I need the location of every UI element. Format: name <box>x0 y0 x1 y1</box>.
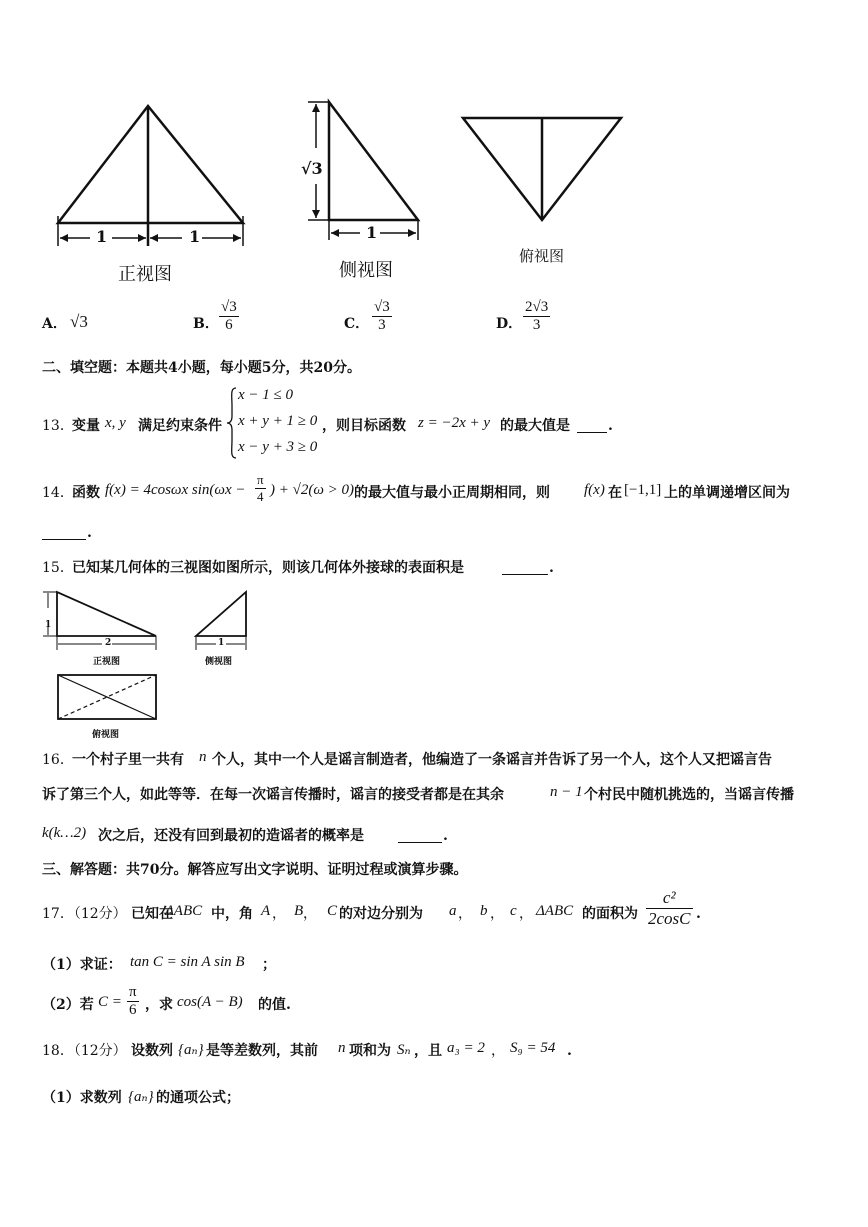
q16-end: . <box>443 828 448 844</box>
q17-area-num: c² <box>646 888 693 909</box>
q18-text-a: 设数列 <box>131 1043 173 1059</box>
q15-text: 已知某几何体的三视图如图所示，则该几何体外接球的表面积是 <box>72 560 464 576</box>
q13-constraint-1: x − 1 ≤ 0 <box>238 387 294 403</box>
q17-end: . <box>696 906 701 922</box>
q13-answer-blank <box>577 432 607 433</box>
q18-text-d: ，且 <box>414 1043 442 1059</box>
q15-front-view-drawing <box>40 588 162 652</box>
q18-part1-sequence: {aₙ} <box>128 1089 154 1105</box>
q18-sequence: {aₙ} <box>178 1042 204 1058</box>
q14-text-b: 的最大值与最小正周期相同，则 <box>354 485 550 501</box>
q17-text-c: 的对边分别为 <box>339 906 423 922</box>
option-b-den: 6 <box>225 317 233 333</box>
q13-end: . <box>608 418 613 434</box>
front-view-drawing <box>50 98 255 248</box>
option-d-den: 3 <box>532 317 541 333</box>
q17-side-a: a <box>449 903 457 919</box>
q13-text-a: 变量 <box>72 418 100 434</box>
q13-number: 13． <box>42 418 74 434</box>
q13-brace <box>226 386 238 460</box>
q18-number: 18．（12分） <box>42 1043 127 1059</box>
q15-side-caption: 侧视图 <box>205 657 233 667</box>
q14-func-b: ) + √2(ω > 0) <box>270 482 355 498</box>
q16-line1-b: 个人，其中一个人是谣言制造者，他编造了一条谣言并告诉了另一个人，这个人又把谣言告 <box>212 752 772 768</box>
front-view-dim-left: 1 <box>96 227 108 246</box>
q17-part2-text: ，求 <box>145 997 173 1013</box>
q14-fx: f(x) <box>584 482 605 498</box>
q15-front-caption: 正视图 <box>93 657 121 667</box>
q17-triangle-2: ΔABC <box>536 903 574 919</box>
q16-number: 16． <box>42 752 74 768</box>
q17-angle-b: B <box>294 903 304 919</box>
q14-text-d: 上的单调递增区间为 <box>664 485 790 501</box>
q18-text-c: 项和为 <box>349 1043 391 1059</box>
q17-side-c: c <box>510 903 517 919</box>
q14-answer-blank <box>42 539 86 540</box>
q17-part2-expr: cos(A − B) <box>177 994 243 1010</box>
section-2-title: 二、填空题：本题共4小题，每小题5分，共20分。 <box>42 360 361 376</box>
q17-part2-fraction <box>127 984 139 1019</box>
q17-part1-equation: tan C = sin A sin B <box>130 954 245 970</box>
option-c-den: 3 <box>378 317 386 333</box>
q17-comma-4: ， <box>490 906 504 922</box>
q17-part2-end: 的值. <box>258 997 291 1013</box>
section-3-title: 三、解答题：共70分。解答应写出文字说明、证明过程或演算步骤。 <box>42 862 468 878</box>
option-a-letter: A． <box>42 316 67 332</box>
q14-frac-den: 4 <box>257 489 264 504</box>
q18-comma: ， <box>491 1043 505 1059</box>
q16-k-expr: k(k…2) <box>42 825 87 841</box>
q16-line2-b: 个村民中随机挑选的，当谣言传播 <box>584 787 794 803</box>
q18-part1-end: 的通项公式； <box>156 1090 240 1106</box>
q17-area-den: 2cosC <box>648 909 691 928</box>
q17-area-fraction <box>646 888 693 929</box>
option-b-fraction <box>219 299 239 334</box>
q18-a3: a₃ = 2 <box>447 1040 485 1056</box>
q17-part2-den: 6 <box>129 1002 137 1018</box>
q16-line2-a: 诉了第三个人，如此等等．在每一次谣言传播时，谣言的接受者都是在其余 <box>42 787 504 803</box>
option-d-letter: D． <box>496 316 523 332</box>
q15-answer-blank <box>502 574 548 575</box>
side-view-dim-bottom: 1 <box>366 223 378 242</box>
q18-part1-label: （1）求数列 <box>42 1090 122 1106</box>
option-c-num: √3 <box>374 299 390 315</box>
q14-frac-num: π <box>257 472 264 487</box>
option-c-fraction <box>372 299 392 334</box>
q17-part2-num: π <box>129 984 137 1000</box>
q15-side-width: 1 <box>218 638 225 648</box>
q14-text-c: 在 <box>608 485 622 501</box>
front-view-caption: 正视图 <box>118 264 172 285</box>
q17-angle-a: A <box>261 903 271 919</box>
q17-part2-label: （2）若 <box>42 997 94 1013</box>
q15-front-height: 1 <box>45 620 52 630</box>
q18-sn: Sₙ <box>397 1042 411 1058</box>
q15-front-width: 2 <box>105 638 112 648</box>
q17-angle-c: C <box>327 903 338 919</box>
option-d-num: 2√3 <box>525 299 549 315</box>
q17-text-b: 中，角 <box>211 906 253 922</box>
q16-n: n <box>199 749 207 765</box>
q18-n: n <box>338 1040 346 1056</box>
side-view-dim-height: √3 <box>301 159 323 178</box>
q16-n-minus-1: n − 1 <box>550 784 583 800</box>
front-view-dim-right: 1 <box>189 227 201 246</box>
q17-part1-end: ； <box>262 957 276 973</box>
q17-number: 17．（12分） <box>42 906 127 922</box>
top-view-caption: 俯视图 <box>519 247 565 265</box>
q17-text-d: 的面积为 <box>582 906 638 922</box>
option-b-num: √3 <box>221 299 237 315</box>
q14-text-a: 函数 <box>72 485 100 501</box>
q15-top-view-drawing <box>54 672 160 724</box>
q17-text-a: 已知在 <box>131 906 173 922</box>
q15-number: 15． <box>42 560 74 576</box>
q16-line3: 次之后，还没有回到最初的造谣者的概率是 <box>98 828 364 844</box>
q13-text-d: 的最大值是 <box>500 418 570 434</box>
q18-text-b: 是等差数列，其前 <box>206 1043 318 1059</box>
q13-objective: z = −2x + y <box>418 415 491 431</box>
q17-comma-1: ， <box>272 906 286 922</box>
q17-part2-c: C = <box>98 994 122 1010</box>
q14-number: 14． <box>42 485 74 501</box>
q16-answer-blank <box>398 842 442 843</box>
q15-end: . <box>549 560 554 576</box>
q13-text-c: ，则目标函数 <box>322 418 406 434</box>
q14-end: . <box>87 525 92 541</box>
q14-func-a: f(x) = 4cosωx sin(ωx − <box>105 482 246 498</box>
option-a-value: √3 <box>70 312 88 331</box>
q18-end: . <box>567 1043 572 1059</box>
q17-triangle: ΔABC <box>165 903 203 919</box>
q14-fraction <box>255 472 266 505</box>
q13-constraint-2: x + y + 1 ≥ 0 <box>238 413 318 429</box>
side-view-caption: 侧视图 <box>339 260 393 281</box>
option-b-letter: B． <box>193 316 219 332</box>
q17-comma-5: ， <box>519 906 533 922</box>
option-d-fraction <box>523 299 550 334</box>
q15-top-caption: 俯视图 <box>92 730 120 740</box>
q13-constraint-3: x − y + 3 ≥ 0 <box>238 439 318 455</box>
q13-vars: x, y <box>105 415 126 431</box>
q13-text-b: 满足约束条件 <box>138 418 222 434</box>
q18-s9: S₉ = 54 <box>510 1040 556 1056</box>
q17-comma-3: ， <box>458 906 472 922</box>
top-view-drawing <box>458 112 628 227</box>
q17-part1-label: （1）求证： <box>42 957 122 973</box>
q16-line1-a: 一个村子里一共有 <box>72 752 184 768</box>
option-c-letter: C． <box>344 316 370 332</box>
q17-side-b: b <box>480 903 488 919</box>
q14-interval: [−1,1] <box>624 482 662 498</box>
q17-comma-2: ， <box>303 906 317 922</box>
